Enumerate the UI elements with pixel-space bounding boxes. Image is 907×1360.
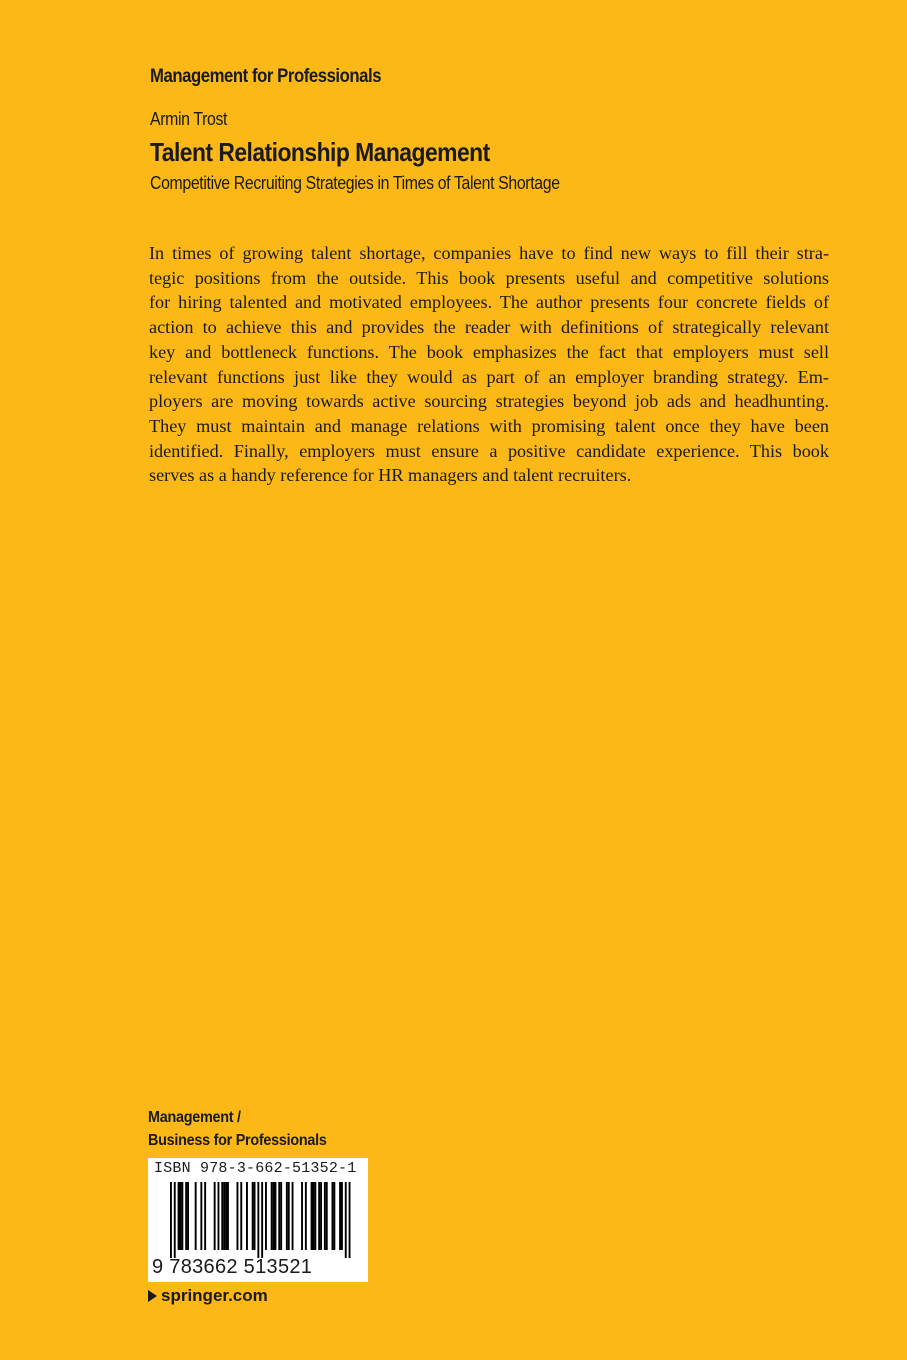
book-description <box>149 241 829 488</box>
description-line: ployers are moving towards active sourcing strategies beyond job ads and headhunting. <box>149 391 829 412</box>
book-subtitle: Competitive Recruiting Strategies in Times of Talent Shortage <box>150 173 560 193</box>
isbn-label: ISBN 978-3-662-51352-1 <box>154 1160 357 1177</box>
barcode-bar <box>181 1182 183 1250</box>
barcode-bar <box>180 1182 182 1250</box>
barcode-bar <box>349 1182 351 1258</box>
barcode-bar <box>174 1182 176 1258</box>
barcode-bar <box>305 1182 307 1250</box>
subject-category <box>148 1106 327 1152</box>
barcode-bar <box>292 1182 294 1250</box>
description-line: tegic positions from the outside. This book presents useful and competitive solutions <box>149 267 829 288</box>
barcode-bar <box>214 1182 216 1250</box>
barcode-bar <box>195 1182 197 1250</box>
barcode-bar <box>320 1182 322 1250</box>
barcode-bar <box>221 1182 223 1250</box>
barcode-bar <box>326 1182 328 1250</box>
barcode-bar <box>178 1182 180 1250</box>
book-title: Talent Relationship Management <box>150 137 490 167</box>
category-line: Business for Professionals <box>148 1132 327 1149</box>
author-name: Armin Trost <box>150 109 228 129</box>
barcode-bar <box>341 1182 343 1250</box>
barcode-bar <box>257 1182 259 1258</box>
barcode-bar <box>313 1182 315 1250</box>
category-line: Management / <box>148 1109 241 1126</box>
barcode-bar <box>265 1182 267 1250</box>
barcode-bar <box>288 1182 290 1250</box>
description-line: relevant functions just like they would as part of an employer branding strategy. Em- <box>149 366 829 387</box>
barcode-bar <box>227 1182 229 1250</box>
barcode-bar <box>278 1182 280 1250</box>
barcode-bar <box>318 1182 320 1250</box>
series-title: Management for Professionals <box>150 66 382 87</box>
barcode-bar <box>333 1182 335 1250</box>
barcode-bar <box>218 1182 220 1250</box>
barcode-bar <box>237 1182 239 1250</box>
barcode-bar <box>240 1182 242 1250</box>
description-line: In times of growing talent shortage, companies have to find new ways to fill their stra- <box>149 243 829 263</box>
barcode-bar <box>324 1182 326 1250</box>
description-line: for hiring talented and motivated employees. The author presents four concrete fields of <box>149 292 829 313</box>
description-line: They must maintain and manage relations with promising talent once they have been <box>149 415 829 436</box>
arrow-right-icon <box>148 1290 157 1302</box>
barcode-bar <box>345 1182 347 1258</box>
barcode-bar <box>223 1182 225 1250</box>
barcode-bar <box>187 1182 189 1250</box>
barcode-digits: 9 783662 513521 <box>152 1256 313 1278</box>
barcode-bar <box>200 1182 202 1250</box>
publisher-link[interactable] <box>148 1286 268 1306</box>
barcode-bar <box>273 1182 275 1250</box>
barcode-bar <box>339 1182 341 1250</box>
barcode-bar <box>275 1182 277 1250</box>
barcode-bar <box>286 1182 288 1250</box>
barcode-bar <box>252 1182 254 1250</box>
description-line: key and bottleneck functions. The book emphasizes the fact that employers must sell <box>149 341 829 362</box>
barcode-bar <box>254 1182 256 1250</box>
barcode-bar <box>271 1182 273 1250</box>
description-line: action to achieve this and provides the reader with definitions of strategically relevant <box>149 317 829 338</box>
description-line: identified. Finally, employers must ensure a positive candidate experience. This book <box>149 440 829 461</box>
description-line: serves as a handy reference for HR managers and talent recruiters. <box>149 465 632 486</box>
barcode-bar <box>332 1182 334 1250</box>
barcode-bar <box>280 1182 282 1250</box>
barcode-bar <box>225 1182 227 1250</box>
barcode-bar <box>204 1182 206 1250</box>
barcode-bar <box>301 1182 303 1250</box>
barcode-bar <box>261 1182 263 1258</box>
publisher-link-label: springer.com <box>161 1286 268 1305</box>
barcode-bar <box>314 1182 316 1250</box>
barcode-bar <box>311 1182 313 1250</box>
isbn-barcode <box>148 1158 368 1282</box>
barcode-bar <box>170 1182 172 1258</box>
barcode-bar <box>246 1182 248 1250</box>
barcode-bar <box>185 1182 187 1250</box>
